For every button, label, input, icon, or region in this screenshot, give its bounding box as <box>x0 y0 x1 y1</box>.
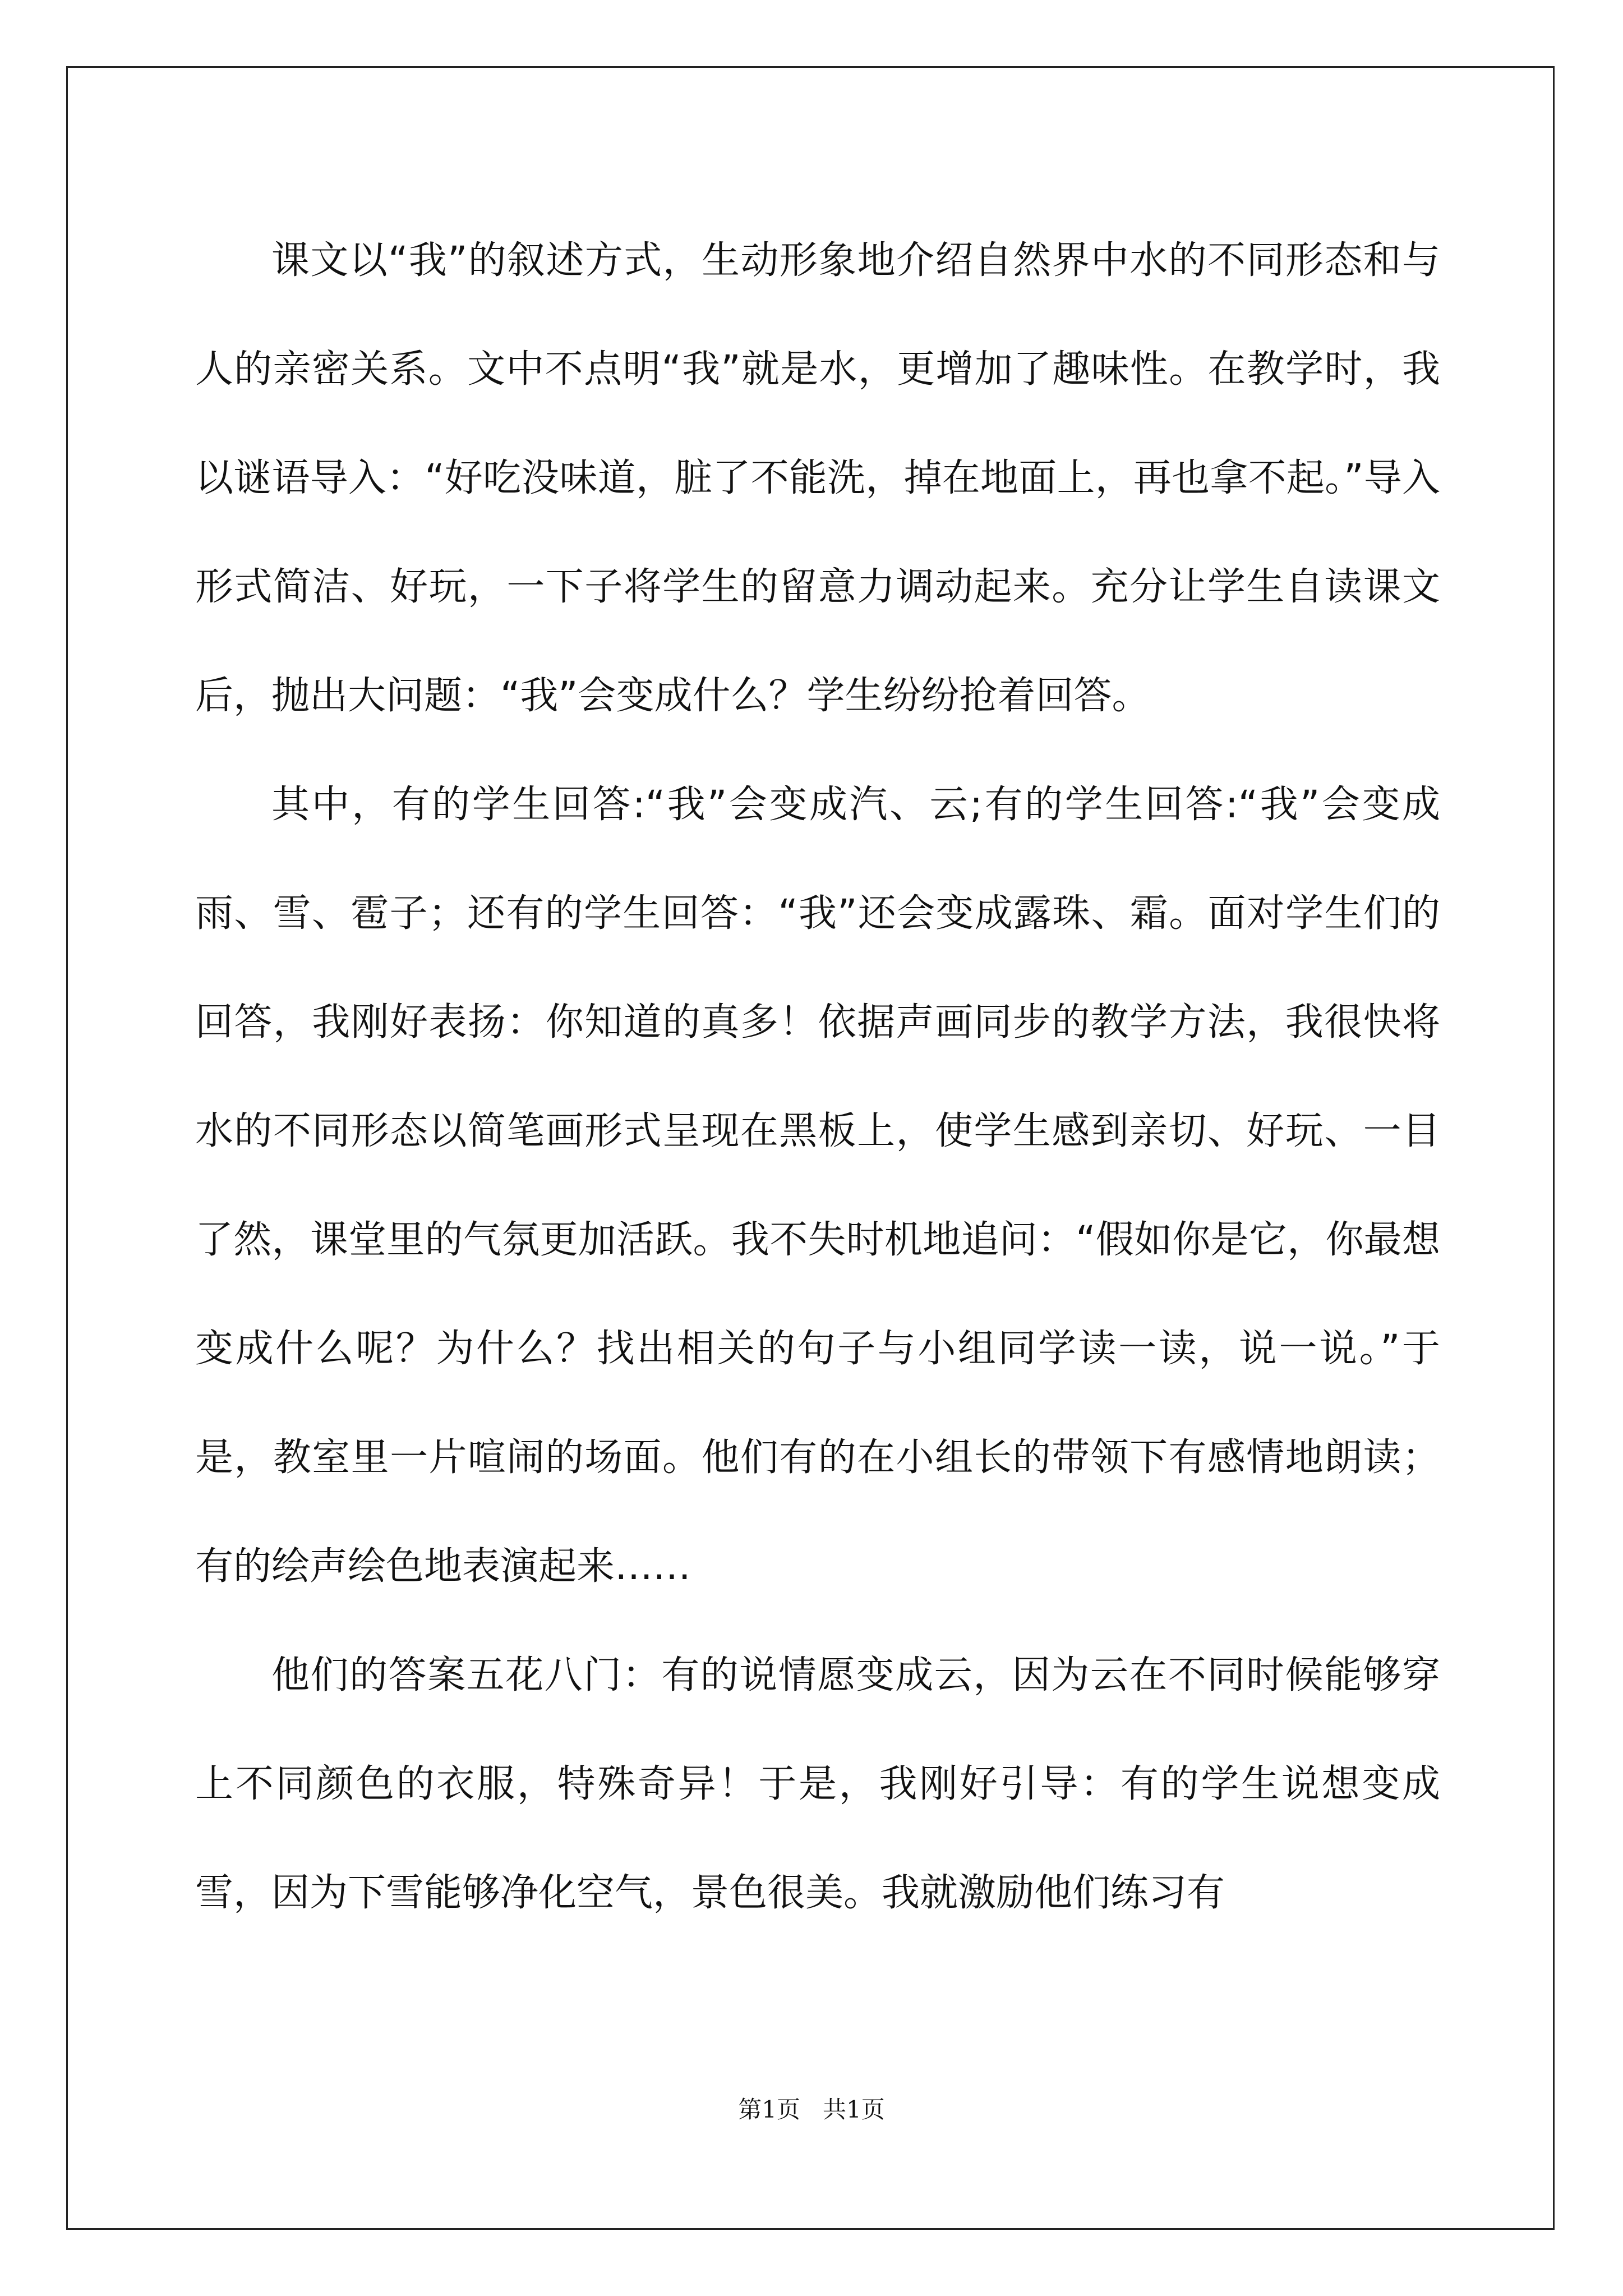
paragraph-2: 其中，有的学生回答:“我”会变成汽、云;有的学生回答:“我”会变成雨、雪、雹子；还有的学生回答：“我”还会变成露珠、霜。面对学生们的回答，我刚好表扬：你知道的真多！依据声画同步的教学方法，我很快将水的不同形态以简笔画形式呈现在黑板上，使学生感到亲切、好玩、一目了然，课堂里的气氛更加活跃。我不失时机地追问：“假如你是它，你最想变成什么呢？为什么？找出相关的句子与小组同学读一读，说一说。”于是，教室里一片喧闹的场面。他们有的在小组长的带领下有感情地朗读；有的绘声绘色地表演起来…… <box>195 783 1440 1589</box>
document-body <box>195 206 1440 1948</box>
paragraph-3: 他们的答案五花八门：有的说情愿变成云，因为云在不同时候能够穿上不同颜色的衣服，特殊奇异！于是，我刚好引导：有的学生说想变成雪，因为下雪能够净化空气，景色很美。我就激励他们练习有 <box>195 1653 1440 1915</box>
paragraph-1: 课文以“我”的叙述方式，生动形象地介绍自然界中水的不同形态和与人的亲密关系。文中不点明“我”就是水，更增加了趣味性。在教学时，我以谜语导入：“好吃没味道，脏了不能洗，掉在地面上，再也拿不起。”导入形式简洁、好玩，一下子将学生的留意力调动起来。充分让学生自读课文后，抛出大问题：“我”会变成什么？学生纷纷抢着回答。 <box>195 238 1440 718</box>
page-footer: 第1页 共1页 <box>738 2096 885 2123</box>
